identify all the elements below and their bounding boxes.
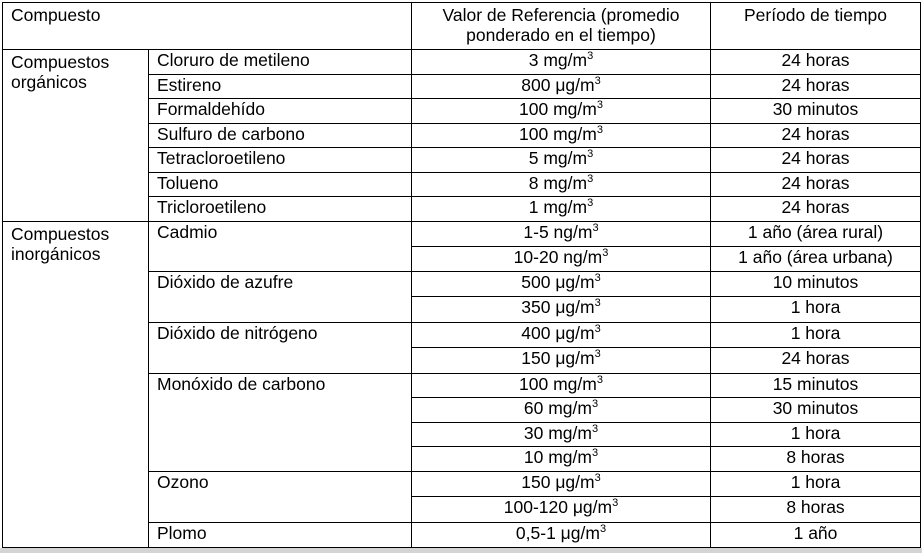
value-text: 10-20 ng/m	[513, 247, 603, 267]
period-cell: 1 hora	[711, 322, 921, 348]
value-text: 1 mg/m	[528, 197, 588, 217]
value-cell	[412, 497, 711, 523]
value-exponent: 3	[591, 398, 599, 411]
substance-cell: Tricloroetileno	[149, 197, 412, 222]
value-cell	[412, 447, 711, 472]
period-cell: 24 horas	[711, 148, 921, 173]
value-exponent: 3	[594, 471, 601, 484]
substance-cell: Cloruro de metileno	[149, 50, 412, 75]
header-compuesto: Compuesto	[3, 3, 412, 50]
group-cell-inorganicos	[3, 221, 149, 548]
header-valor-line2: ponderado en el tiempo)	[466, 25, 656, 45]
group-cell-organicos	[3, 50, 149, 222]
value-text: 8 mg/m	[528, 172, 588, 193]
group-label-line1: Compuestos	[11, 223, 110, 244]
period-cell: 1 hora	[711, 297, 921, 323]
value-exponent: 3	[594, 74, 601, 87]
value-cell	[412, 50, 711, 75]
value-text: 60 mg/m	[523, 398, 592, 418]
value-text: 10 mg/m	[523, 447, 592, 467]
substance-cell: Dióxido de azufre	[149, 271, 412, 322]
value-cell	[412, 471, 711, 497]
header-valor-line1: Valor de Referencia (promedio	[442, 5, 680, 25]
value-text: 100 mg/m	[519, 123, 597, 144]
value-cell	[412, 99, 711, 124]
period-cell: 10 minutos	[711, 271, 921, 297]
value-exponent: 3	[587, 50, 594, 63]
period-cell: 24 horas	[711, 74, 921, 99]
table-row	[3, 50, 921, 75]
value-exponent: 3	[592, 221, 599, 234]
value-cell	[412, 148, 711, 173]
value-exponent: 3	[587, 172, 594, 185]
value-cell	[412, 271, 711, 297]
group-label-line2: orgánicos	[11, 72, 87, 92]
value-text: 100 mg/m	[519, 99, 597, 119]
value-exponent: 3	[599, 522, 607, 535]
value-cell	[412, 297, 711, 323]
value-cell	[412, 373, 711, 398]
period-cell: 1 hora	[711, 422, 921, 447]
group-label-line1: Compuestos	[11, 52, 110, 72]
value-exponent: 3	[594, 348, 601, 361]
header-valor-referencia	[412, 3, 711, 50]
value-text: 800 μg/m	[521, 74, 595, 95]
value-cell	[412, 221, 711, 247]
value-cell	[412, 172, 711, 197]
period-cell: 1 hora	[711, 471, 921, 497]
value-exponent: 3	[594, 322, 601, 335]
value-cell	[412, 123, 711, 148]
period-cell: 1 año (área urbana)	[711, 247, 921, 272]
value-cell	[412, 398, 711, 423]
value-cell	[412, 322, 711, 348]
value-text: 150 μg/m	[521, 471, 595, 492]
value-text: 500 μg/m	[521, 271, 595, 292]
bottom-edge-bar	[0, 548, 922, 553]
period-cell: 8 horas	[711, 447, 921, 472]
period-cell: 30 minutos	[711, 398, 921, 423]
substance-cell: Dióxido de nitrógeno	[149, 322, 412, 373]
value-text: 400 μg/m	[521, 322, 595, 343]
value-exponent: 3	[596, 373, 603, 386]
period-cell: 8 horas	[711, 497, 921, 523]
value-text: 150 μg/m	[521, 348, 595, 368]
value-exponent: 3	[594, 297, 601, 310]
value-exponent: 3	[596, 99, 603, 112]
value-text: 100-120 μg/m	[503, 497, 613, 517]
substance-cell: Formaldehído	[149, 99, 412, 124]
value-exponent: 3	[596, 123, 603, 136]
substance-cell: Estireno	[149, 74, 412, 99]
substance-cell: Plomo	[149, 522, 412, 548]
value-exponent: 3	[591, 447, 599, 460]
value-text: 350 μg/m	[521, 297, 595, 317]
period-cell: 24 horas	[711, 50, 921, 75]
value-cell	[412, 522, 711, 548]
reference-values-table	[2, 2, 921, 548]
period-cell: 24 horas	[711, 123, 921, 148]
value-text: 100 mg/m	[519, 373, 597, 394]
substance-cell: Tolueno	[149, 172, 412, 197]
period-cell: 24 horas	[711, 172, 921, 197]
value-text: 5 mg/m	[528, 148, 588, 168]
value-cell	[412, 247, 711, 272]
group-label-line2: inorgánicos	[11, 243, 101, 264]
table-row	[3, 221, 921, 247]
value-cell	[412, 348, 711, 374]
value-cell	[412, 422, 711, 447]
substance-cell: Sulfuro de carbono	[149, 123, 412, 148]
substance-cell: Monóxido de carbono	[149, 373, 412, 471]
substance-cell: Ozono	[149, 471, 412, 522]
value-exponent: 3	[602, 247, 609, 260]
value-exponent: 3	[587, 197, 594, 210]
value-exponent: 3	[591, 422, 599, 435]
value-cell	[412, 74, 711, 99]
period-cell: 15 minutos	[711, 373, 921, 398]
period-cell: 1 año (área rural)	[711, 221, 921, 247]
value-exponent: 3	[594, 271, 601, 284]
value-text: 3 mg/m	[528, 50, 588, 70]
value-text: 0,5-1 μg/m	[515, 522, 600, 543]
value-text: 1-5 ng/m	[523, 221, 593, 242]
table-header-row	[3, 3, 921, 50]
value-exponent: 3	[612, 497, 619, 510]
value-exponent: 3	[587, 148, 594, 161]
substance-cell: Tetracloroetileno	[149, 148, 412, 173]
period-cell: 24 horas	[711, 348, 921, 374]
value-cell	[412, 197, 711, 222]
period-cell: 24 horas	[711, 197, 921, 222]
period-cell: 1 año	[711, 522, 921, 548]
substance-cell: Cadmio	[149, 221, 412, 271]
header-periodo: Período de tiempo	[711, 3, 921, 50]
value-text: 30 mg/m	[523, 422, 592, 443]
period-cell: 30 minutos	[711, 99, 921, 124]
